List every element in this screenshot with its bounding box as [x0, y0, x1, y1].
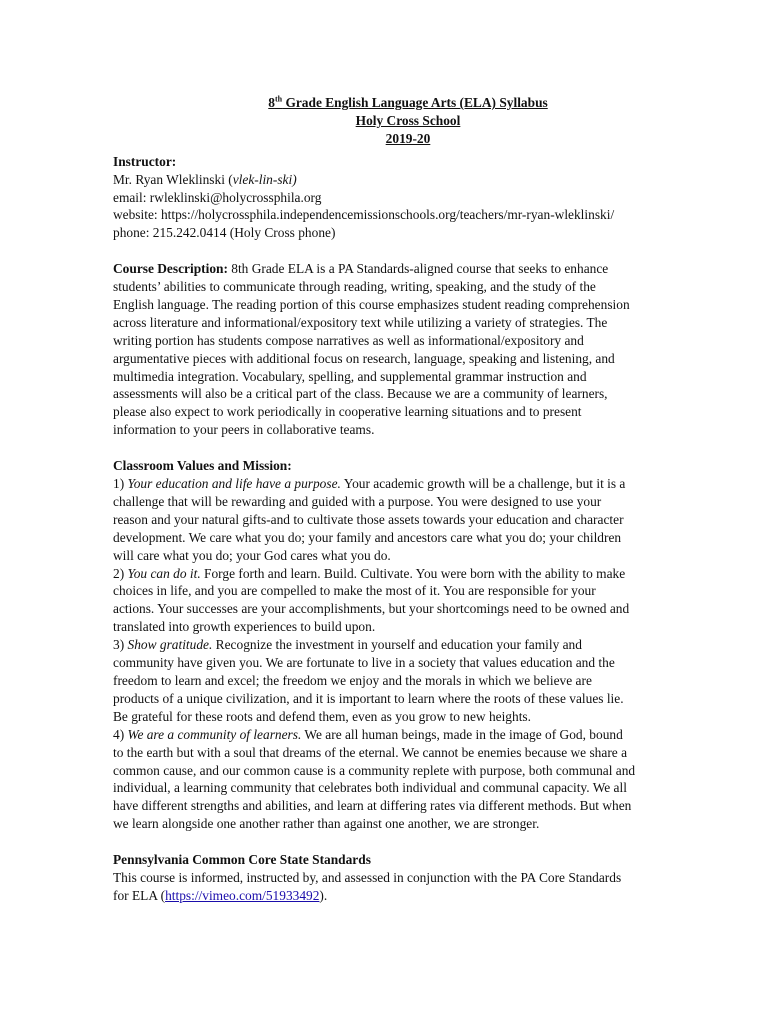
pronunciation: vlek-lin-ski) [232, 171, 297, 187]
course-description-line: students’ abilities to communicate through reading, writing, speaking, and the study of the [113, 279, 596, 295]
standards-line: for ELA (https://vimeo.com/51933492). [113, 887, 328, 903]
course-description-line: multimedia integration. Vocabulary, spelling, and supplemental grammar instruction and [113, 368, 587, 384]
vimeo-link[interactable]: https://vimeo.com/51933492 [165, 887, 320, 903]
course-description-line: information to your peers in collaborative teams. [113, 422, 375, 438]
value-item-4: 4) We are a community of learners. We are all human beings, made in the image of God, bound [113, 726, 623, 742]
instructor-heading: Instructor: [113, 153, 177, 169]
standards-section [113, 851, 703, 905]
course-description-line: writing portion has students compose narratives as well as informational/expository and [113, 332, 584, 348]
course-description-line: across literature and informational/expository text while utilizing a variety of strategies. The [113, 314, 608, 330]
course-description-line: English language. The reading portion of this course emphasizes student reading comprehension [113, 296, 630, 312]
value-line: Be grateful for these roots and defend them, even as you grow to new heights. [113, 708, 531, 724]
instructor-website[interactable]: website: https://holycrossphila.independencemissionschools.org/teachers/mr-ryan-wleklinski/ [113, 207, 615, 223]
syllabus-title: 8th Grade English Language Arts (ELA) Syllabus [268, 94, 548, 110]
value-line: individual, a learning community that celebrates both individual and communal capacity. We all [113, 780, 627, 796]
school-name: Holy Cross School [355, 112, 461, 128]
school-year: 2019-20 [385, 130, 431, 146]
instructor-section [113, 153, 703, 243]
value-line: development. We care what you do; your family and ancestors care what you do; your children [113, 529, 622, 545]
value-line: actions. Your successes are your accomplishments, but your shortcomings need to be owned and [113, 601, 630, 617]
instructor-name: Mr. Ryan Wleklinski (vlek-lin-ski) [113, 171, 297, 187]
value-line: reason and your natural gifts-and to cultivate those assets towards your education and character [113, 511, 624, 527]
value-line: we learn alongside one another rather than against one another, we are stronger. [113, 816, 540, 832]
value-line: to the earth but with a soul that dreams of the eternal. We cannot be enemies because we share a [113, 744, 628, 760]
value-line: have different strengths and abilities, and learn at differing rates via different methods. But when [113, 798, 632, 814]
course-description-line: assessments will also be a critical part of the class. Because we are a community of learners, [113, 386, 608, 402]
values-heading: Classroom Values and Mission: [113, 458, 292, 474]
value-item-1: 1) Your education and life have a purpose. Your academic growth will be a challenge, but it is a [113, 476, 626, 491]
course-description-line: Course Description: 8th Grade ELA is a PA Standards-aligned course that seeks to enhance [113, 261, 609, 277]
value-item-3: 3) Show gratitude. Recognize the investment in yourself and education your family and [113, 637, 582, 653]
value-line: challenge that will be rewarding and guided with a purpose. You were designed to use your [113, 493, 602, 509]
value-line: translated into growth experiences to build upon. [113, 619, 376, 635]
values-section [113, 457, 703, 833]
value-line: common cause, and our common cause is a community replete with purpose, both communal and [113, 762, 636, 778]
course-description-line: argumentative pieces with additional focus on research, language, speaking and listening, and [113, 350, 615, 366]
instructor-phone: phone: 215.242.0414 (Holy Cross phone) [113, 225, 336, 241]
value-item-2: 2) You can do it. Forge forth and learn. Build. Cultivate. You were born with the ability to make [113, 565, 626, 581]
course-description-section [113, 260, 703, 439]
syllabus-header [113, 94, 703, 148]
course-description-heading: Course Description: [113, 261, 228, 277]
value-line: choices in life, and you are compelled to make the most of it. You are responsible for your [113, 583, 596, 599]
course-description-line: please also expect to work periodically in cooperative learning situations and to present [113, 404, 582, 420]
value-line: will care what you do; your God cares what you do. [113, 547, 391, 563]
value-line: community have given you. We are fortunate to live in a society that values education and the [113, 655, 615, 671]
value-line: products of a unique civilization, and it is important to learn where the roots of these values lie. [113, 690, 624, 706]
standards-heading: Pennsylvania Common Core State Standards [113, 852, 371, 868]
standards-line: This course is informed, instructed by, and assessed in conjunction with the PA Core Standards [113, 869, 622, 885]
syllabus-page [113, 94, 703, 905]
value-line: freedom to learn and excel; the freedom we enjoy and the morals in which we believe are [113, 672, 592, 688]
instructor-email[interactable]: email: rwleklinski@holycrossphila.org [113, 189, 322, 205]
